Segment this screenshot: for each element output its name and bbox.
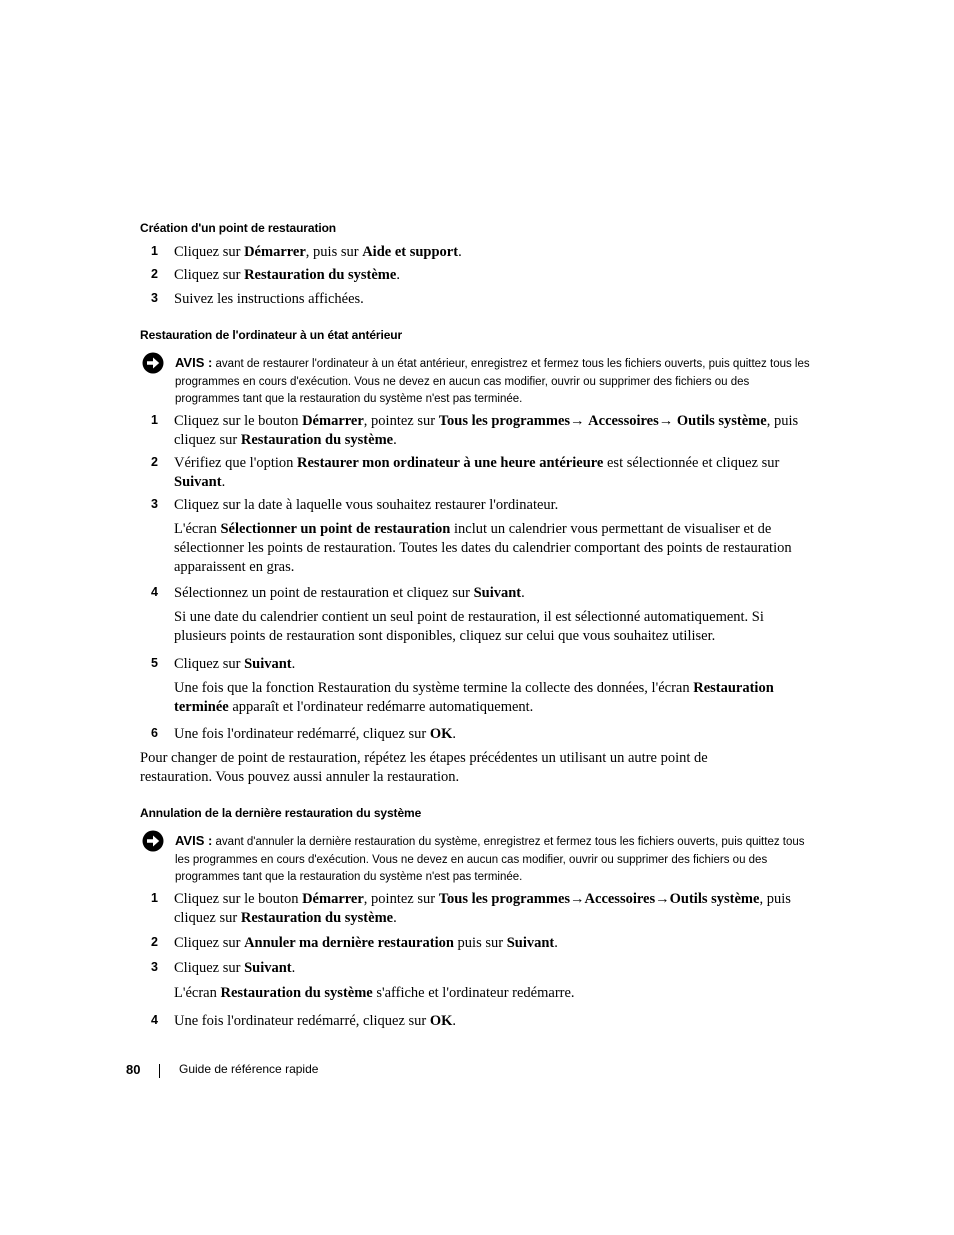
step-text: Une fois l'ordinateur redémarré, cliquez sur OK. — [174, 726, 457, 742]
footer-separator — [159, 1064, 160, 1078]
notice-text: AVIS : avant de restaurer l'ordinateur à un état antérieur, enregistrez et fermez tous les fichiers ouverts, puis quittez tous les programmes en cours d'exécution. Vous ne devez en aucun cas modifier, ouvrir ou supprimer des fichiers ou des programmes tant que la restauration du système n'est pas terminée. — [175, 355, 810, 405]
list-item — [140, 290, 820, 309]
list-item — [140, 584, 820, 603]
step-number: 4 — [151, 585, 158, 599]
step-text: Suivez les instructions affichées. — [174, 291, 364, 307]
step-number: 5 — [151, 656, 158, 670]
step-number: 1 — [151, 413, 158, 427]
list-item — [140, 934, 820, 953]
notice-arrow-icon — [142, 352, 164, 374]
list-item — [140, 725, 820, 744]
step-text: Vérifiez que l'option Restaurer mon ordinateur à une heure antérieure est sélectionnée et cliquez sur Suivant. — [174, 455, 780, 490]
step-number: 6 — [151, 726, 158, 740]
step-number: 2 — [151, 455, 158, 469]
step-number: 3 — [151, 960, 158, 974]
step-detail: L'écran Restauration du système s'affiche et l'ordinateur redémarre. — [174, 985, 575, 1001]
list-item — [140, 959, 820, 978]
step-text: Cliquez sur Suivant. — [174, 960, 296, 976]
step-detail: Si une date du calendrier contient un seul point de restauration, il est sélectionné automatiquement. Si plusieurs points de restauration sont disponibles, cliquez sur celui que vous souhaitez utiliser. — [174, 609, 764, 644]
list-item — [140, 1012, 820, 1031]
section-heading-undo-restore: Annulation de la dernière restauration du système — [140, 806, 422, 820]
step-number: 2 — [151, 267, 158, 281]
closing-paragraph: Pour changer de point de restauration, répétez les étapes précédentes un utilisant un autre point de restauration. Vous pouvez aussi annuler la restauration. — [140, 750, 708, 785]
step-text: Cliquez sur Suivant. — [174, 656, 296, 672]
step-number: 1 — [151, 891, 158, 905]
step-text: Cliquez sur Annuler ma dernière restauration puis sur Suivant. — [174, 935, 558, 951]
list-item — [140, 655, 820, 674]
list-item — [140, 243, 820, 262]
step-detail: L'écran Sélectionner un point de restauration inclut un calendrier vous permettant de visualiser et de sélectionner les points de restauration. Toutes les dates du calendrier comportant des points de restauration apparaissent en gras. — [174, 521, 792, 575]
step-text: Cliquez sur Démarrer, puis sur Aide et support. — [174, 244, 462, 260]
notice-text: AVIS : avant d'annuler la dernière restauration du système, enregistrez et fermez tous les fichiers ouverts, puis quittez tous les programmes en cours d'exécution. Vous ne devez en aucun cas modifier, ouvrir ou supprimer des fichiers ou des programmes tant que la restauration du système n'est pas terminée. — [175, 833, 805, 883]
step-number: 1 — [151, 244, 158, 258]
step-text: Une fois l'ordinateur redémarré, cliquez sur OK. — [174, 1013, 457, 1029]
section-heading-create-restore-point: Création d'un point de restauration — [140, 221, 337, 235]
step-detail: Une fois que la fonction Restauration du système termine la collecte des données, l'écran Restauration terminée apparaît et l'ordinateur redémarre automatiquement. — [174, 680, 774, 715]
step-text: Cliquez sur la date à laquelle vous souhaitez restaurer l'ordinateur. — [174, 497, 559, 513]
step-number: 3 — [151, 291, 158, 305]
section-heading-restore-computer: Restauration de l'ordinateur à un état antérieur — [140, 328, 403, 342]
footer-title: Guide de référence rapide — [179, 1062, 319, 1076]
list-item — [140, 412, 820, 450]
step-text: Sélectionnez un point de restauration et cliquez sur Suivant. — [174, 585, 525, 601]
step-number: 2 — [151, 935, 158, 949]
notice-box — [140, 354, 820, 409]
list-item — [140, 454, 820, 492]
step-number: 4 — [151, 1013, 158, 1027]
list-item — [140, 890, 820, 928]
step-text: Cliquez sur le bouton Démarrer, pointez sur Tous les programmes→ Accessoires→ Outils système, puis cliquez sur Restauration du système. — [174, 413, 799, 448]
page-number: 80 — [126, 1062, 141, 1077]
notice-arrow-icon — [142, 830, 164, 852]
step-number: 3 — [151, 497, 158, 511]
list-item — [140, 266, 820, 285]
notice-box — [140, 832, 820, 887]
list-item — [140, 496, 820, 515]
step-text: Cliquez sur le bouton Démarrer, pointez sur Tous les programmes→Accessoires→Outils système, puis cliquez sur Restauration du système. — [174, 891, 791, 926]
step-text: Cliquez sur Restauration du système. — [174, 267, 400, 283]
